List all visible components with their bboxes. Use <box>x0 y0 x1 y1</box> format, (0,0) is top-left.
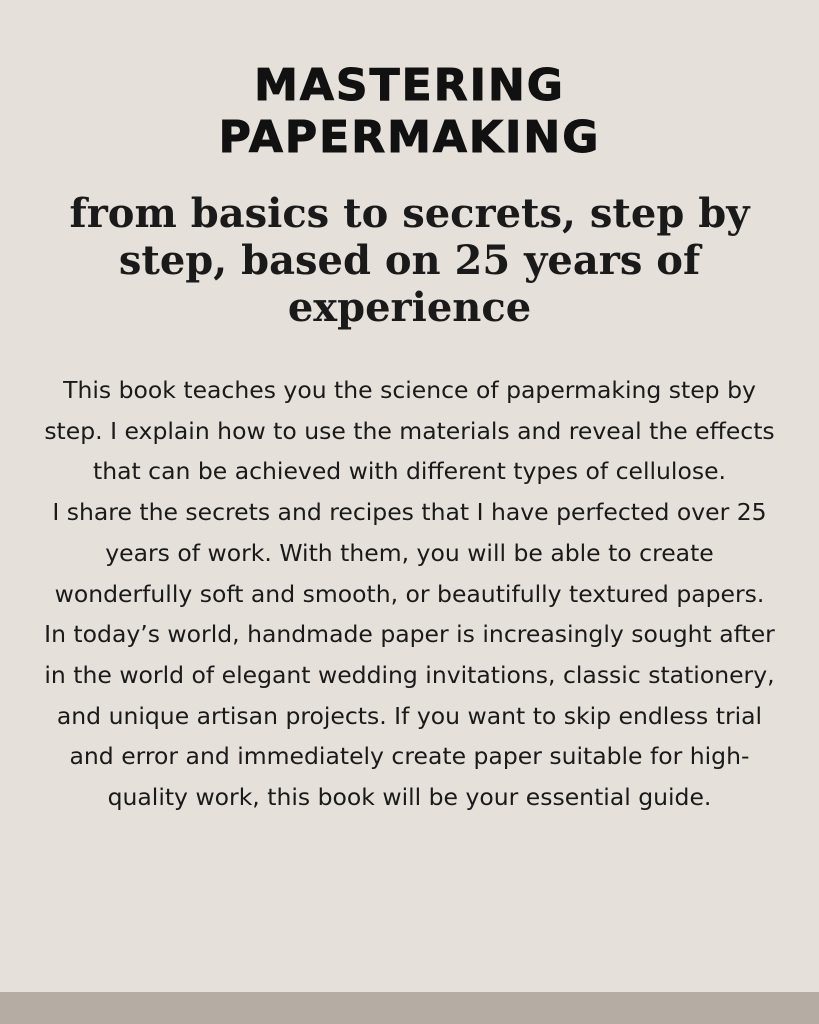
description-paragraph: I share the secrets and recipes that I have perfected over 25 years of work. With them, you will be able to create wonderfully soft and smooth, or beautifully textured papers. <box>52 498 767 608</box>
title-line-1: MASTERING <box>254 60 565 111</box>
title-line-2: PAPERMAKING <box>218 112 601 163</box>
description-paragraph: In today’s world, handmade paper is increasingly sought after in the world of elegant wedding invitations, classic stationery, and unique artisan projects. If you want to skip endless trial and error and immediately create paper suitable for high-quality work, this book will be your essential guide. <box>44 620 775 812</box>
subtitle: from basics to secrets, step by step, based on 25 years of experience <box>69 190 750 331</box>
description-paragraph: This book teaches you the science of papermaking step by step. I explain how to use the materials and reveal the effects that can be achieved with different types of cellulose. <box>44 376 775 486</box>
footer-band <box>0 992 819 1024</box>
description <box>40 370 779 818</box>
